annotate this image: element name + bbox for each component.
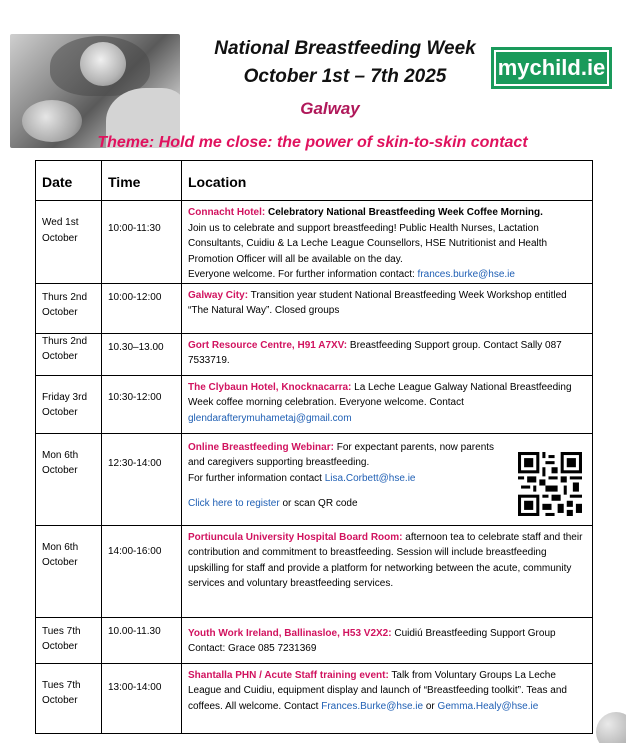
mother-baby-photo [10, 34, 180, 148]
time-cell: 10:30-12:00 [102, 375, 182, 433]
page-title: National Breastfeeding Week [214, 38, 476, 59]
date-day: Mon 6th [42, 449, 79, 461]
event-description: afternoon tea to celebrate staff and their contribution and commitment to breastfeeding. Session will include breastfeeding upskilling for staff and provide a platform for networking between the acute, community services and voluntary breastfeeding services. [188, 531, 583, 589]
location-cell [182, 283, 593, 333]
event-description: Transition year student National Breastfeeding Week Workshop entitled “The Natural Way”. Closed groups [188, 289, 567, 316]
table-row [36, 283, 593, 333]
contact-email-link[interactable]: Frances.Burke@hse.ie [321, 700, 424, 712]
date-month: October [42, 641, 78, 652]
venue-name: Connacht Hotel: [188, 207, 266, 218]
corner-decoration [596, 712, 626, 743]
location-cell [182, 201, 593, 284]
table-row [36, 617, 593, 663]
region-label: Galway [300, 99, 360, 118]
date-cell [36, 433, 102, 525]
date-month: October [42, 307, 78, 318]
venue-name: The Clybaun Hotel, Knocknacarra: [188, 381, 352, 393]
date-day: Friday 3rd [42, 391, 88, 403]
time-cell: 12:30-14:00 [102, 433, 182, 525]
event-contact-text: Everyone welcome. For further information contact: [188, 269, 415, 280]
date-month: October [42, 407, 78, 418]
table-row [36, 333, 593, 375]
date-month: October [42, 232, 78, 244]
time-cell: 10:00-12:00 [102, 283, 182, 333]
location-cell [182, 663, 593, 733]
time-cell: 13:00-14:00 [102, 663, 182, 733]
date-day: Mon 6th [42, 541, 79, 553]
date-month: October [42, 557, 78, 568]
venue-name: Galway City: [188, 289, 249, 301]
photo-face [80, 42, 126, 86]
event-description: Breastfeeding Support group. Contact Sally 087 7533719. [188, 339, 562, 366]
date-cell [36, 201, 102, 284]
events-table [35, 160, 593, 734]
contact-email-link[interactable]: glendarafterymuhametaj@gmail.com [188, 412, 352, 424]
venue-name: Online Breastfeeding Webinar: [188, 441, 334, 453]
table-row [36, 663, 593, 733]
logo-text: mychild.ie [494, 50, 609, 86]
venue-name: Portiuncula University Hospital Board Room: [188, 531, 403, 543]
register-text: or scan QR code [279, 498, 358, 509]
theme-heading: Theme: Hold me close: the power of skin-to-skin contact [97, 134, 528, 151]
event-headline: Celebratory National Breastfeeding Week Coffee Morning. [265, 207, 543, 218]
event-description: Talk from Voluntary Groups La Leche League and Cuidiu, equipment display and launch of “Breastfeeding toolkit”. Teas and coffees. All welcome. Contact [188, 669, 567, 712]
location-cell [182, 617, 593, 663]
table-row [36, 525, 593, 617]
qr-code-icon[interactable] [518, 452, 582, 516]
location-cell [182, 333, 593, 375]
table-header-row [36, 161, 593, 201]
event-contact-text: or [423, 700, 435, 712]
date-day: Wed 1st [42, 217, 79, 228]
event-description: Cuidiú Breastfeeding Support Group Contact: Grace 085 7231369 [188, 627, 556, 654]
date-month: October [42, 351, 78, 362]
venue-name: Gort Resource Centre, H91 A7XV: [188, 339, 348, 351]
event-contact-text: For further information contact [188, 472, 322, 484]
table-row [36, 375, 593, 433]
date-month: October [42, 695, 78, 706]
time-cell: 10.30–13.00 [102, 333, 182, 375]
event-description: For expectant parents, now parents and caregivers supporting breastfeeding. [188, 441, 495, 468]
event-description: Join us to celebrate and support breastfeeding! Public Health Nurses, Lactation Consultants, Cuidiu & La Leche League Counsellors, HSE Nutritionist and Health Promotion Officer will all be available on the day. [188, 222, 548, 265]
venue-name: Youth Work Ireland, Ballinasloe, H53 V2X2: [188, 627, 392, 639]
contact-email-link[interactable]: frances.burke@hse.ie [414, 269, 515, 280]
header-time: Time [102, 161, 182, 201]
date-cell [36, 375, 102, 433]
location-cell [182, 525, 593, 617]
mychild-logo[interactable] [491, 47, 612, 89]
date-cell [36, 617, 102, 663]
event-description: La Leche League Galway National Breastfeeding Week coffee morning celebration. Everyone welcome. Contact [188, 381, 572, 408]
time-cell: 10.00-11.30 [102, 617, 182, 663]
date-cell [36, 663, 102, 733]
date-day: Thurs 2nd [42, 335, 88, 347]
register-link[interactable]: Click here to register [188, 498, 280, 509]
location-cell [182, 433, 593, 525]
table-row [36, 433, 593, 525]
time-cell: 14:00-16:00 [102, 525, 182, 617]
table-row [36, 201, 593, 284]
venue-name: Shantalla PHN / Acute Staff training event: [188, 669, 389, 681]
contact-email-link[interactable]: Lisa.Corbett@hse.ie [324, 472, 416, 484]
date-day: Tues 7th [42, 679, 81, 691]
date-cell [36, 333, 102, 375]
time-cell: 10:00-11:30 [102, 201, 182, 284]
header-location: Location [182, 161, 593, 201]
date-day: Tues 7th [42, 625, 81, 637]
date-cell [36, 525, 102, 617]
contact-email-link-2[interactable]: Gemma.Healy@hse.ie [437, 700, 539, 712]
date-cell [36, 283, 102, 333]
date-month: October [42, 465, 78, 476]
header-date: Date [36, 161, 102, 201]
event-dates: October 1st – 7th 2025 [243, 66, 447, 87]
date-day: Thurs 2nd [42, 291, 88, 303]
location-cell [182, 375, 593, 433]
